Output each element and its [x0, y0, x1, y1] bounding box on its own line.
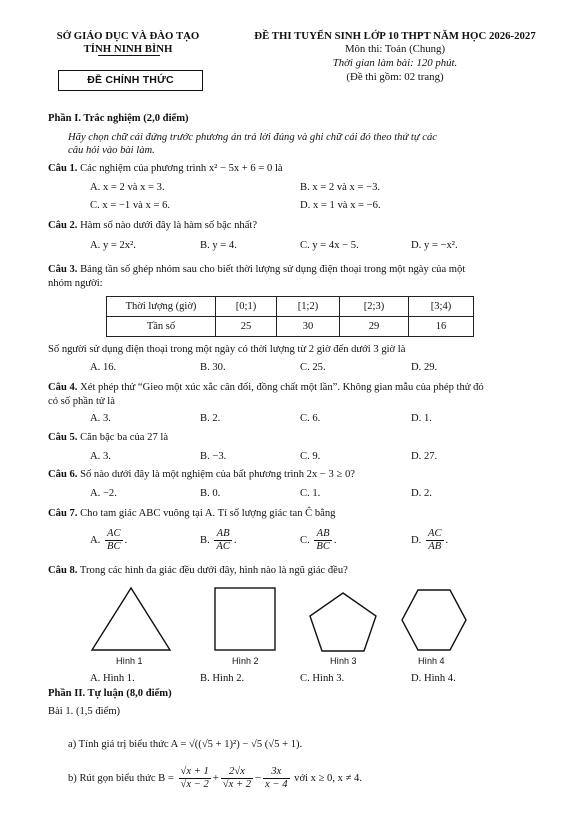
q4-option-c: C. 6. — [300, 413, 321, 424]
part1-instructions-line1: Hãy chọn chữ cái đứng trước phương án trả lời đúng và ghi chữ cái đó theo thứ tự các — [68, 132, 437, 143]
numerator: AC — [427, 528, 442, 539]
table-row — [107, 297, 474, 317]
problem-1b-prefix: b) Rút gọn biểu thức B = — [68, 772, 174, 784]
figure-caption-2: Hình 2 — [232, 656, 259, 666]
question-text: Cho tam giác ABC vuông tại A. Tỉ số lượng giác tan Ĉ bằng — [80, 508, 336, 519]
q7-option-b: B. $\frac{AB}{AC}$ . — [200, 528, 237, 552]
numerator: √x + 1 — [180, 766, 209, 777]
question-5 — [48, 432, 168, 443]
q8-option-a: A. Hình 1. — [90, 673, 135, 684]
frequency-table — [106, 296, 474, 337]
q3-option-a: A. 16. — [90, 362, 117, 373]
part1-title: Phần I. Trắc nghiệm (2,0 điểm) — [48, 113, 189, 124]
fraction — [179, 766, 211, 791]
triangle-figure — [92, 588, 170, 650]
question-label: Câu 3. — [48, 264, 78, 275]
q5-option-a: A. 3. — [90, 451, 111, 462]
q6-option-b: B. 0. — [200, 488, 221, 499]
department-name: SỞ GIÁO DỤC VÀ ĐÀO TẠO — [56, 30, 200, 42]
denominator: AB — [428, 541, 442, 552]
pentagon-figure — [310, 593, 376, 651]
q1-option-c: C. x = −1 và x = 6. — [90, 200, 171, 211]
table-cell: [0;1) — [216, 297, 277, 317]
question-label: Câu 7. — [48, 508, 78, 519]
denominator: √x − 2 — [180, 779, 209, 790]
q1-option-d: D. x = 1 và x = −6. — [300, 200, 381, 211]
question-text: Hàm số nào dưới đây là hàm số bậc nhất? — [80, 220, 258, 231]
table-row — [107, 317, 474, 337]
question-7 — [48, 508, 335, 519]
question-label: Câu 1. — [48, 163, 78, 174]
problem-1b-condition: với x ≥ 0, x ≠ 4. — [294, 772, 363, 784]
fraction — [214, 528, 232, 553]
q7-option-a: A. $\frac{AC}{BC}$ . — [90, 528, 128, 552]
exam-pages: (Đề thi gồm: 02 trang) — [346, 71, 444, 83]
q5-option-c: C. 9. — [300, 451, 321, 462]
table-cell: 30 — [277, 317, 340, 337]
question-4 — [48, 382, 484, 393]
q6-option-a: A. −2. — [90, 488, 117, 499]
exam-time: Thời gian làm bài: 120 phút. — [332, 57, 458, 69]
table-cell: [3;4) — [409, 297, 474, 317]
option-letter: D. — [411, 534, 422, 546]
figure-caption-4: Hình 4 — [418, 656, 445, 666]
q4-option-b: B. 2. — [200, 413, 221, 424]
question-label: Câu 4. — [48, 382, 78, 393]
q4-option-a: A. 3. — [90, 413, 111, 424]
question-2 — [48, 220, 257, 231]
table-cell: [1;2) — [277, 297, 340, 317]
q3-option-d: D. 29. — [411, 362, 438, 373]
q8-option-c: C. Hình 3. — [300, 673, 345, 684]
denominator: BC — [106, 541, 121, 552]
numerator: 2√x — [221, 766, 253, 779]
table-cell: Tần số — [107, 317, 216, 337]
question-8 — [48, 565, 348, 576]
table-cell: 25 — [216, 317, 277, 337]
question-1 — [48, 163, 283, 174]
q1-option-b: B. x = 2 và x = −3. — [300, 182, 381, 193]
question-text: Xét phép thử “Gieo một xúc xắc cân đối, đồng chất một lần”. Không gian mẫu của phép thử đó — [80, 382, 484, 393]
part2-title: Phần II. Tự luận (8,0 điểm) — [48, 688, 172, 699]
question-label: Câu 2. — [48, 220, 78, 231]
q3-option-c: C. 25. — [300, 362, 326, 373]
exam-subject: Môn thi: Toán (Chung) — [344, 43, 446, 55]
question-text: Bảng tần số ghép nhóm sau cho biết thời lượng sử dụng điện thoại trong một ngày của một — [80, 264, 466, 275]
question-3-prompt: Số người sử dụng điện thoại trong một ngày có thời lượng từ 2 giờ đến dưới 3 giờ là — [48, 344, 406, 355]
problem-1-title: Bài 1. (1,5 điểm) — [48, 706, 121, 717]
header-divider — [98, 55, 160, 56]
question-text: Căn bậc ba của 27 là — [80, 432, 169, 443]
question-label: Câu 6. — [48, 469, 78, 480]
option-letter: A. — [90, 534, 101, 546]
q6-option-d: D. 2. — [411, 488, 432, 499]
q3-option-b: B. 30. — [200, 362, 226, 373]
q5-option-b: B. −3. — [200, 451, 227, 462]
q8-option-b: B. Hình 2. — [200, 673, 245, 684]
option-letter: B. — [200, 534, 210, 546]
fraction — [314, 528, 332, 553]
fraction — [263, 766, 289, 791]
part1-instructions-line2: câu hỏi vào bài làm. — [68, 145, 155, 156]
official-stamp: ĐỀ CHÍNH THỨC — [58, 70, 203, 91]
q1-option-a: A. x = 2 và x = 3. — [90, 182, 165, 193]
denominator: BC — [316, 541, 330, 552]
numerator: AB — [314, 528, 332, 541]
question-text: Các nghiệm của phương trình x² − 5x + 6 = 0 là — [80, 163, 283, 174]
province-name: TỈNH NINH BÌNH — [83, 43, 173, 55]
numerator: 3x — [263, 766, 289, 779]
q2-option-b: B. y = 4. — [200, 240, 237, 251]
question-3-line2: nhóm người: — [48, 278, 103, 289]
q5-option-d: D. 27. — [411, 451, 438, 462]
problem-1a: a) Tính giá trị biểu thức A = √((√5 + 1)²) − √5 (√5 + 1). — [68, 739, 303, 750]
problem-1b: b) Rút gọn biểu thức B = $\frac{√x + 1}{√x - 2}$ + $\frac{2√x}{√x + 2}$ − $\frac{3x}{x - 4}$ với x ≥ 0, x ≠ 4. — [68, 766, 363, 790]
fraction — [426, 528, 444, 553]
numerator: AC — [106, 528, 121, 539]
q2-option-c: C. y = 4x − 5. — [300, 240, 359, 251]
q7-option-d: D. $\frac{AC}{AB}$ . — [411, 528, 449, 552]
q7-option-c: C. $\frac{AB}{BC}$ . — [300, 528, 337, 552]
q2-option-d: D. y = −x². — [411, 240, 458, 251]
q2-option-a: A. y = 2x². — [90, 240, 136, 251]
table-cell: [2;3) — [340, 297, 409, 317]
question-6 — [48, 469, 355, 480]
figure-caption-1: Hình 1 — [116, 656, 143, 666]
fraction — [105, 528, 123, 553]
question-label: Câu 8. — [48, 565, 78, 576]
fraction — [221, 766, 253, 791]
denominator: AC — [216, 541, 230, 552]
option-letter: C. — [300, 534, 310, 546]
q8-option-d: D. Hình 4. — [411, 673, 456, 684]
table-cell: Thời lượng (giờ) — [107, 297, 216, 317]
denominator: √x + 2 — [222, 779, 252, 790]
square-figure — [215, 588, 275, 650]
hexagon-figure — [402, 590, 466, 650]
question-text: Số nào dưới đây là một nghiệm của bất phương trình 2x − 3 ≥ 0? — [80, 469, 355, 480]
table-cell: 29 — [340, 317, 409, 337]
q4-option-d: D. 1. — [411, 413, 432, 424]
question-text: Trong các hình đa giác đều dưới đây, hình nào là ngũ giác đều? — [79, 565, 348, 576]
q6-option-c: C. 1. — [300, 488, 321, 499]
table-cell: 16 — [409, 317, 474, 337]
denominator: x − 4 — [265, 779, 288, 790]
polygon-figures — [0, 580, 588, 660]
question-4-line2: có số phần tử là — [48, 396, 115, 407]
exam-title: ĐỀ THI TUYỂN SINH LỚP 10 THPT NĂM HỌC 2026-2027 — [254, 30, 536, 42]
figure-caption-3: Hình 3 — [330, 656, 357, 666]
question-label: Câu 5. — [48, 432, 78, 443]
numerator: AB — [214, 528, 232, 541]
question-3 — [48, 264, 465, 275]
